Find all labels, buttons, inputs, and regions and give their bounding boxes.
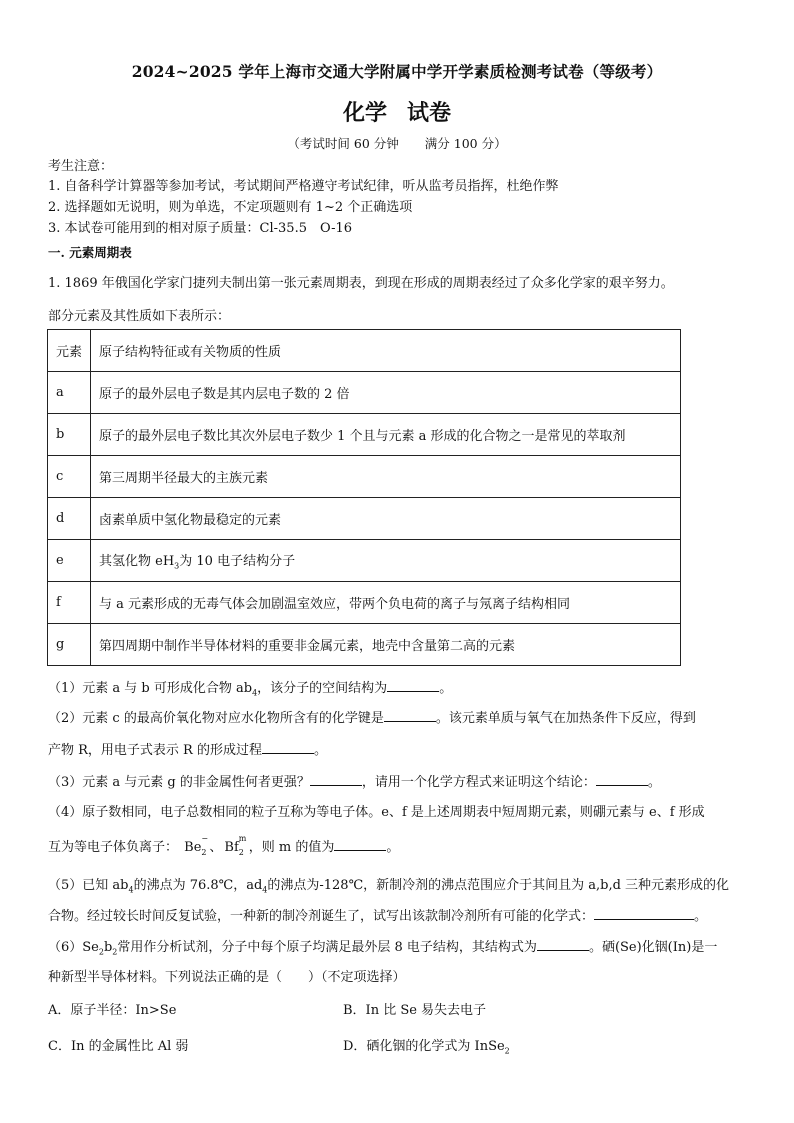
question-text: （5）已知 ab — [48, 878, 129, 893]
ion-count: 2 — [201, 848, 207, 857]
subscript: 4 — [128, 885, 134, 895]
table-row — [48, 498, 681, 540]
question-text: 。 — [313, 743, 327, 758]
exam-timing — [0, 134, 794, 152]
subscript: 4 — [262, 885, 268, 895]
subquestion-5-line-1 — [48, 874, 729, 895]
question-text: （2）元素 c 的最高价氧化物对应水化物所含有的化学键是 — [48, 711, 384, 726]
subquestion-3 — [48, 771, 661, 790]
question-text: 。 — [694, 909, 708, 924]
question-text: 合物。经过较长时间反复试验，一种新的制冷剂诞生了，试写出该款制冷剂所有可能的化学式： — [48, 909, 595, 924]
answer-blank[interactable] — [262, 740, 314, 754]
subquestion-4-line-2 — [48, 836, 399, 855]
subscript: 2 — [98, 947, 104, 957]
question-text: ，则 m 的值为 — [248, 840, 335, 855]
table-row — [48, 582, 681, 624]
notice-item-3: 3. 本试卷可能用到的相对原子质量：Cl-35.5 O-16 — [48, 221, 353, 236]
question-intro: 1. 1869 年俄国化学家门捷列夫制出第一张元素周期表，到现在形成的周期表经过了众多化学家的艰辛努力。 — [48, 276, 674, 291]
full-score: 满分 100 分） — [424, 136, 507, 151]
option-a[interactable]: A．原子半径：In>Se — [48, 1003, 177, 1018]
element-description: 原子的最外层电子数是其内层电子数的 2 倍 — [91, 372, 681, 414]
element-symbol: g — [48, 624, 91, 666]
question-text: 互为等电子体负离子： — [48, 840, 179, 855]
table-row — [48, 624, 681, 666]
table-header-element: 元素 — [48, 330, 91, 372]
description-text: 其氢化物 eH — [99, 554, 175, 570]
question-text: （6）Se — [48, 940, 99, 955]
ion-formula-2 — [224, 834, 247, 857]
element-properties-table — [47, 329, 681, 666]
option-d[interactable] — [343, 1035, 510, 1056]
table-row — [48, 372, 681, 414]
element-description — [91, 540, 681, 582]
section-title: 一. 元素周期表 — [48, 245, 132, 260]
question-text: 。 — [439, 681, 453, 696]
question-text: 、 — [209, 840, 223, 855]
answer-blank[interactable] — [384, 708, 436, 722]
answer-blank[interactable] — [310, 772, 362, 786]
subquestion-2-line-2 — [48, 739, 327, 758]
question-text: （1）元素 a 与 b 可形成化合物 ab — [48, 681, 253, 696]
question-text: 常用作分析试剂，分子中每个原子均满足最外层 8 电子结构，其结构式为 — [117, 940, 537, 955]
element-description: 第三周期半径最大的主族元素 — [91, 456, 681, 498]
ion-formula-1 — [184, 834, 209, 857]
element-description: 与 a 元素形成的无毒气体会加剧温室效应，带两个负电荷的离子与氖离子结构相同 — [91, 582, 681, 624]
subject-paper-label: 试卷 — [407, 100, 452, 126]
ion-charge: − — [201, 834, 209, 843]
subject-heading — [0, 96, 794, 127]
subquestion-2-line-1 — [48, 707, 696, 726]
subquestion-4-line-1: （4）原子数相同，电子总数相同的粒子互称为等电子体。e、f 是上述周期表中短周期元素，则硼元素与 e、f 形成 — [48, 805, 705, 820]
ion-symbol: Bf — [224, 840, 239, 855]
table-row — [48, 456, 681, 498]
table-header-property: 原子结构特征或有关物质的性质 — [91, 330, 681, 372]
element-symbol: a — [48, 372, 91, 414]
element-description: 第四周期中制作半导体材料的重要非金属元素，地壳中含量第二高的元素 — [91, 624, 681, 666]
option-text: D．硒化铟的化学式为 InSe — [343, 1039, 505, 1054]
element-symbol: f — [48, 582, 91, 624]
answer-blank[interactable] — [537, 937, 589, 951]
exam-title: 2024~2025 学年上海市交通大学附属中学开学素质检测考试卷（等级考） — [131, 62, 663, 81]
subquestion-1 — [48, 677, 452, 698]
ion-symbol: Be — [184, 840, 202, 855]
subscript: 2 — [112, 947, 118, 957]
question-text: ，该分子的空间结构为 — [257, 681, 388, 696]
element-description: 卤素单质中氢化物最稳定的元素 — [91, 498, 681, 540]
question-text: （3）元素 a 与元素 g 的非金属性何者更强？ — [48, 775, 310, 790]
table-row — [48, 414, 681, 456]
subquestion-6-line-1 — [48, 936, 717, 957]
subscript: 3 — [174, 561, 180, 571]
element-symbol: e — [48, 540, 91, 582]
option-b[interactable]: B．In 比 Se 易失去电子 — [343, 1003, 487, 1018]
question-text: 。硒(Se)化铟(In)是一 — [588, 940, 718, 955]
subscript: 2 — [504, 1046, 510, 1056]
element-symbol: d — [48, 498, 91, 540]
table-caption: 部分元素及其性质如下表所示： — [48, 309, 231, 324]
time-limit: （考试时间 60 分钟 — [287, 136, 399, 151]
ion-count: 2 — [238, 848, 244, 857]
question-text: 产物 R，用电子式表示 R 的形成过程 — [48, 743, 262, 758]
question-text: 。 — [386, 840, 400, 855]
ion-charge: m — [238, 834, 247, 843]
question-text: ，请用一个化学方程式来证明这个结论： — [361, 775, 596, 790]
question-text: 的沸点为-128℃，新制冷剂的沸点范围应介于其间且为 a,b,d 三种元素形成的化 — [267, 878, 730, 893]
subquestion-5-line-2 — [48, 905, 707, 924]
question-text: 。该元素单质与氧气在加热条件下反应，得到 — [435, 711, 696, 726]
notice-heading: 考生注意： — [48, 159, 114, 174]
element-symbol: b — [48, 414, 91, 456]
notice-item-1: 1. 自备科学计算器等参加考试，考试期间严格遵守考试纪律，听从监考员指挥，杜绝作弊 — [48, 179, 559, 194]
notice-item-2: 2. 选择题如无说明，则为单选，不定项题则有 1~2 个正确选项 — [48, 200, 413, 215]
subquestion-6-line-2: 种新型半导体材料。下列说法正确的是（ ）（不定项选择） — [48, 970, 406, 985]
table-header-row — [48, 330, 681, 372]
question-text: b — [103, 940, 113, 955]
answer-blank[interactable] — [594, 906, 694, 920]
question-text: 的沸点为 76.8℃，ad — [133, 878, 263, 893]
table-row — [48, 540, 681, 582]
answer-blank[interactable] — [387, 678, 439, 692]
description-text: 为 10 电子结构分子 — [179, 554, 296, 570]
question-text: 。 — [647, 775, 661, 790]
subject-name: 化学 — [342, 100, 387, 126]
element-symbol: c — [48, 456, 91, 498]
subscript: 4 — [252, 688, 258, 698]
answer-blank[interactable] — [596, 772, 648, 786]
option-c[interactable]: C．In 的金属性比 Al 弱 — [48, 1039, 189, 1054]
answer-blank[interactable] — [334, 837, 386, 851]
element-description: 原子的最外层电子数比其次外层电子数少 1 个且与元素 a 形成的化合物之一是常见的萃取剂 — [91, 414, 681, 456]
